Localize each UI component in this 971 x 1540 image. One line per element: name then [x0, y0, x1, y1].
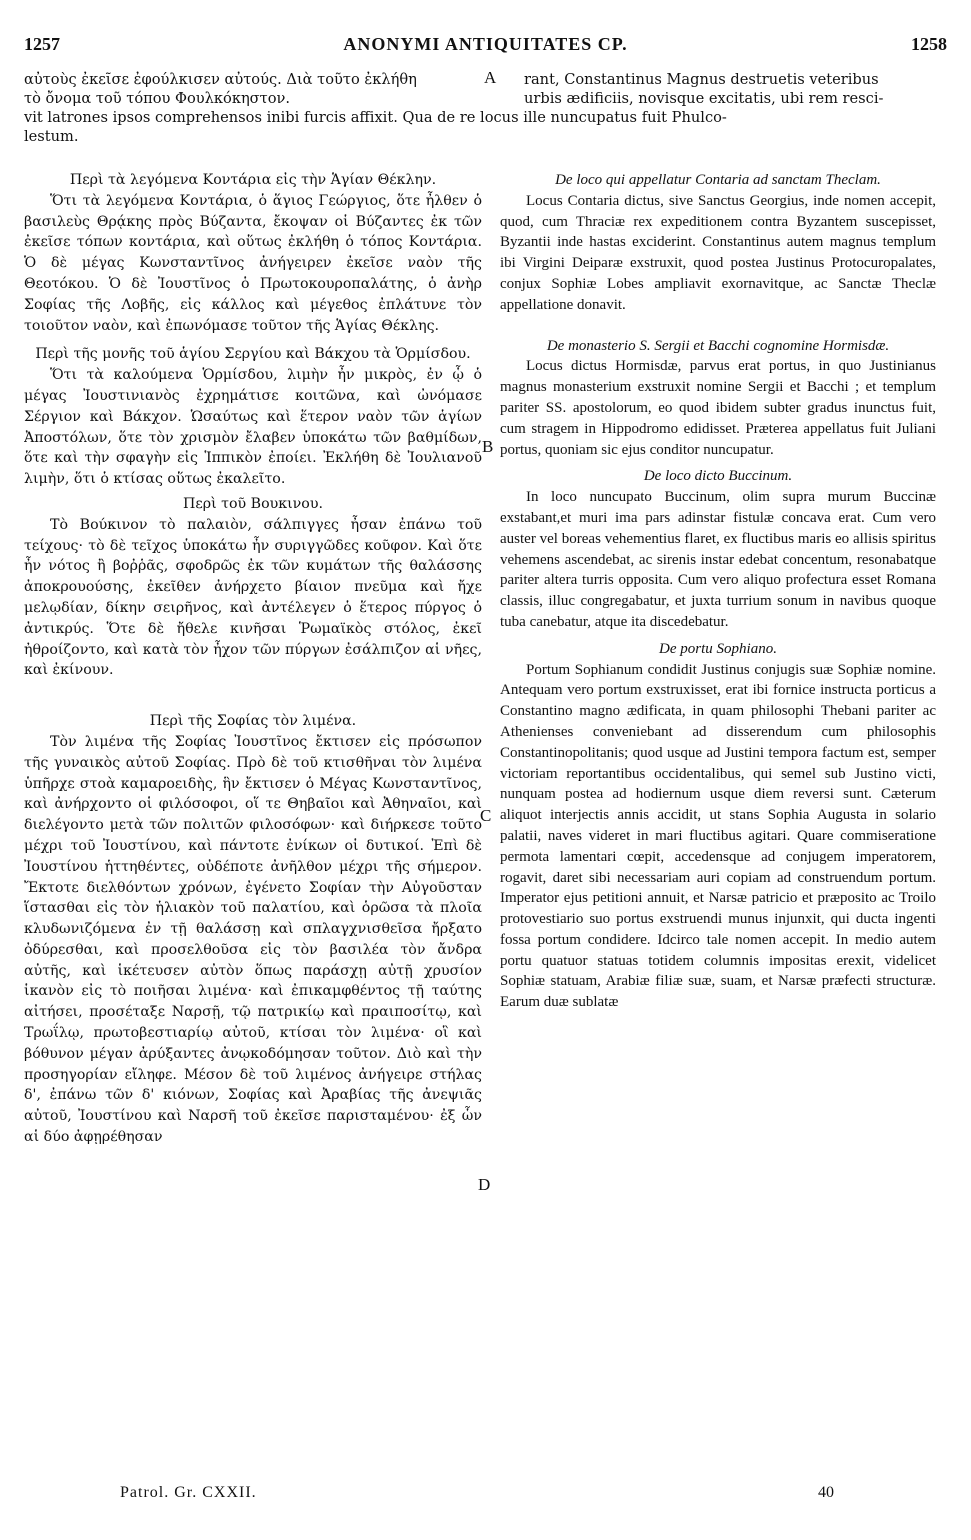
page-header	[24, 34, 947, 58]
section-title: De loco dicto Buccinum.	[643, 468, 793, 485]
latin-section	[500, 466, 936, 632]
section-text: Locus Contaria dictus, sive Sanctus Georgius, inde nomen accepit, quod, cum Thraciæ rex expeditionem contra Byzantem suscepisset, Byzantii inde hastas exciderint. Constantinus autem magnus templum ibi Virgini Deiparæ exstruxit, quod postea Justinus Protocuropalates, conjux Sophiæ Lobes ampliavit exornavitque, ac Sanctæ Theclæ appellatione donavit.	[500, 192, 936, 313]
intro-line	[24, 89, 948, 108]
left-page-number: 1257	[24, 34, 60, 54]
intro-full-line: vit latrones ipsos comprehensos inibi furcis affixit. Qua de re locus ille nuncupatus fuit Phulco-	[24, 109, 727, 126]
greek-column	[24, 170, 482, 1466]
section-text: Τὸ Βούκινον τὸ παλαιὸν, σάλπιγγες ἦσαν ἐπάνω τοῦ τείχους· τὸ δὲ τεῖχος ὑποκάτω ἦν συριγγῶδες κοῦφον. Καὶ ὅτε ἦν νότος ἢ βοῤῥᾶς, σφοδρῶς ἐκ τῶν κυμάτων τῆς θαλάσσης ἀποκρουούσης, ἐκεῖθεν ἀνήρχετο βίαιον πνεῦμα καὶ ἤχε μελῳδίαν, δίκην σειρῆνος, καὶ ἀντέλεγεν ὁ ἕτερος πύργος ὁ ἀντικρύς. Ὅτε δὲ ἤθελε κινῆσαι Ῥωμαϊκὸς στόλος, ἐκεῖ ἠθροίζοντο, καὶ κατὰ τὸν ἦχον τῶν πύργων ἐσάλπιζον αἱ νῆες, καὶ ἐκίνουν.	[24, 516, 482, 679]
section-text: Ὅτι τὰ λεγόμενα Κοντάρια, ὁ ἅγιος Γεώργιος, ὅτε ἦλθεν ὁ βασιλεὺς Θρᾴκης πρὸς Βύζαντα, ἔκοψαν οἱ Βύζαντες ἐκ τῶν ἐκεῖσε τόπων κοντάρια, καὶ οὕτως ἐκλήθη ὁ τόπος Κοντάρια. Ὁ δὲ μέγας Κωνσταντῖνος ἀνήγειρεν ἐκεῖσε ναὸν τῆς Θεοτόκου. Ὁ δὲ Ἰουστῖνος ὁ Πρωτοκουροπαλάτης, ὁ ἀνὴρ Σοφίας τῆς Λοβῆς, εἰς κάλλος καὶ μέγεθος ἐπλάτυνε τὸν τοιοῦτον ναὸν, καὶ ἐπωνόμασε τοῦτον τῆς Ἁγίας Θέκλης.	[24, 192, 482, 334]
section-title: Περὶ τῆς Σοφίας τὸν λιμένα.	[149, 713, 357, 730]
latin-section	[500, 170, 936, 316]
section-title: De monasterio S. Sergii et Bacchi cognomine Hormisdæ.	[546, 337, 890, 354]
margin-letter-c: C	[480, 806, 492, 825]
greek-section	[24, 170, 482, 336]
section-title: Περὶ τῆς μονῆς τοῦ ἁγίου Σεργίου καὶ Βάκχου τὰ Ὁρμίσδου.	[35, 346, 471, 363]
section-text: Ὅτι τὰ καλούμενα Ὁρμίσδου, λιμὴν ἦν μικρὸς, ἐν ᾧ ὁ μέγας Ἰουστινιανὸς ἐχρημάτισε κοιτῶνα, καὶ ὠνόμασε Σέργιον καὶ Βάκχον. Ὡσαύτως καὶ ἕτερον ναὸν τῶν ἁγίων Ἀποστόλων, ὅτε τὸν χρισμὸν ἔλαβεν ὑποκάτω τῶν βαθμίδων, ὅτε καὶ τὴν σφαγὴν εἰς Ἱππικὸν ἐποίει. Ἐκλήθη δὲ Ἰουλιανοῦ λιμὴν, ὅτι ὁ κτίσας οὕτως ἐκαλεῖτο.	[24, 367, 482, 488]
intro-latin: rant, Constantinus Magnus destruetis veteribus	[524, 71, 879, 88]
section-title: Περὶ τὰ λεγόμενα Κοντάρια εἰς τὴν Ἁγίαν Θέκλην.	[69, 172, 437, 188]
greek-section	[24, 344, 482, 490]
margin-letter-b: B	[482, 437, 494, 456]
margin-letter-d: D	[478, 1175, 491, 1194]
section-title: De loco qui appellatur Contaria ad sanctam Theclam.	[555, 172, 881, 188]
right-page-number: 1258	[911, 34, 947, 54]
section-title: Περὶ τοῦ Βουκινου.	[183, 495, 323, 512]
greek-section	[24, 711, 482, 1148]
footer-signature: Patrol. Gr. CXXII.	[120, 1484, 257, 1501]
margin-letter-a: A	[484, 68, 497, 87]
latin-column	[500, 170, 936, 1466]
footer-sheet-number: 40	[818, 1484, 834, 1501]
latin-section	[500, 336, 936, 461]
intro-latin: urbis ædificiis, novisque excitatis, ubi rem resci-	[524, 90, 884, 107]
latin-section	[500, 639, 936, 1013]
section-title: De portu Sophiano.	[659, 640, 777, 657]
intro-full-line: lestum.	[24, 128, 79, 145]
running-title: ANONYMI ANTIQUITATES CP.	[343, 34, 628, 54]
intro-greek: αὐτοὺς ἐκεῖσε ἐφούλκισεν αὐτούς. Διὰ τοῦτο ἐκλήθη	[24, 71, 417, 88]
greek-section	[24, 494, 482, 681]
section-text: In loco nuncupato Buccinum, olim supra murum Buccinæ exstabant,et muri ima pars adinstar fistulæ concava erat. Cum vero auster vel boreas vehementius flaret, ex fluctibus maris eo allisis spiritus vehemens ascendebat, ac sirenis instar edebat concentum, resonabatque pariter altera turris opposita. Cum vero aliquo profectura esset Romana classis, illuc congregabatur, et juxta turrium sonum in navibus quoque tuba canebatur, atque ita discedebatur.	[500, 489, 936, 630]
intro-greek: τὸ ὄνομα τοῦ τόπου Φουλκόκηστον.	[24, 90, 291, 107]
section-text: Locus dictus Hormisdæ, parvus erat portus, in quo Justinianus magnus monasterium exstruxit nomine Sergii et Bacchi ; et templum pariter SS. apostolorum, eo quod ibidem subter gradus inunctus fuit, cum stragem in Hippodromo edidisset. Præterea appellatus fuit Juliani portus, quoniam sic ejus conditor nuncupatur.	[500, 358, 936, 458]
section-text: Τὸν λιμένα τῆς Σοφίας Ἰουστῖνος ἔκτισεν εἰς πρόσωπον τῆς γυναικὸς αὐτοῦ Σοφίας. Πρὸ δὲ τοῦ κτισθῆναι τὸν λιμένα ὑπῆρχε στοὰ καμαροειδὴς, ἣν ἔκτισεν ὁ Μέγας Κωνσταντῖνος, καὶ ἀνήρχοντο οἱ φιλόσοφοι, οἵ τε Θηβαῖοι καὶ Ἀθηναῖοι, καὶ διελέγοντο μετὰ τῶν πολιτῶν φιλοσόφων· καὶ διήρκεσε τοῦτο μέχρι τοῦ Ἰουστίνου, καὶ πάντοτε ἐνίκων οἱ δυτικοί. Ἐπὶ δὲ Ἰουστίνου ἡττηθέντες, οὐδέποτε ἀνῆλθον μέχρι τῆς σήμερον. Ἔκτοτε διελθόντων χρόνων, ἐγένετο Σοφίαν τὴν Αὐγοῦσταν ἵστασθαι εἰς τὸν ἡλιακὸν τοῦ παλατίου, καὶ ὁρῶσα τὰ πλοῖα κλυδωνιζόμενα ἐν τῇ θαλάσσῃ καὶ σπλαγχνισθεῖσα ἤρξατο ὀδύρεσθαι, καὶ προσελθοῦσα εἰς τὸν βασιλέα τὸν ἄνδρα αὐτῆς, καὶ ἱκέτευσεν αὐτὸν ὅπως παράσχῃ αὐτῇ χρυσίον ἱκανὸν εἰς τὸ ποιῆσαι λιμένα· καὶ ἐπικαμφθέντος τῇ ταύτης αἰτήσει, προσέταξε Ναρσῇ, τῷ πατρικίῳ καὶ πραιποσίτῳ, καὶ Τρωΐλῳ, πρωτοβεστιαρίῳ αὐτοῦ, κτίσαι τὸν λιμένα· οἳ καὶ βόθυνον μέγαν ἀρύξαντες ἀνῳκοδόμησαν τοῦτον. Διὸ καὶ τὴν προσηγορίαν εἴληφε. Μέσον δὲ τοῦ λιμένος ἀνήγειρε στήλας δ', ἐπάνω τῶν δ' κιόνων, Σοφίας καὶ Ἀραβίας τῆς ἀνεψιᾶς αὐτοῦ, Ἰουστίνου καὶ Ναρσῆ τοῦ ἐκεῖσε παρισταμένου· ἐξ ὧν αἱ δύο ἀφῃρέθησαν	[24, 733, 482, 1146]
section-text: Portum Sophianum condidit Justinus conjugis suæ Sophiæ nomine. Antequam vero portum exstruxisset, erat ibi fornice instructa porticus a Constantino magno ædificata, in quam philosophi Thebani pariter ac Athenienses conveniebant ad disserendum cum philosophis Constantinopolitanis; quod usque ad Justini tempora factum est, semper victoriam reportantibus occidentalibus, qui semel sub Justino victi, nunquam postea ad hodiernum usque diem reversi sunt. Cæterum aliquot interjectis annis accidit, ut stans Sophia Augusta in solario palatii, naves videret in mari fluctibus agitari. Quare commiseratione permota lamentari cœpit, accedensque ad conjugem imperatorem, rogavit, daret sibi necessariam auri copiam ad construendum portum. Imperator ejus petitioni annuit, et Narsæ patricio et præposito ac Troilo protovestiario suo portus exstruendi munus injunxit, qui ducta ingenti fossa portum condidere. Idcirco tale nomen accepit. In medio autem portu quatuor statuas totidem columnis impositas erexit, videlicet Sophiæ statuam, Arabiæ filiæ suæ, suam, et Narsæ præfecti structuræ. Earum duæ sublatæ	[500, 661, 936, 1011]
